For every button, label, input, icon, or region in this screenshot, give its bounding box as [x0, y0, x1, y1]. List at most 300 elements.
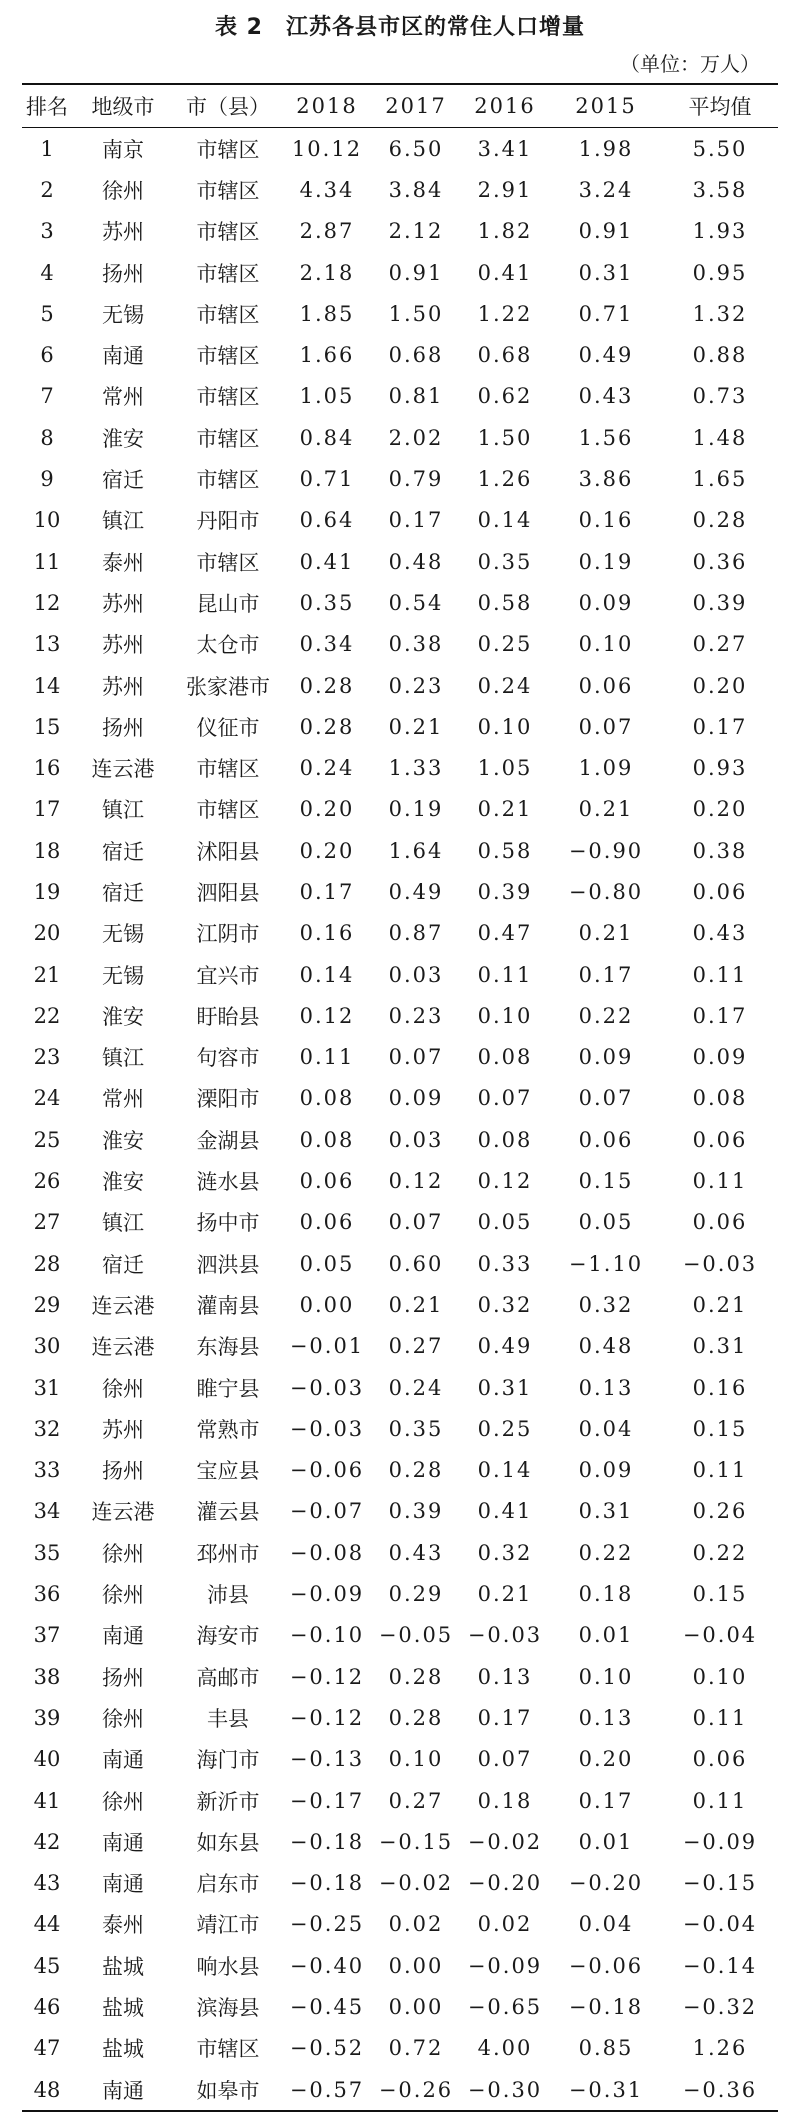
cell-prefecture: 南通	[102, 2078, 144, 2103]
cell-prefecture: 徐州	[102, 1583, 144, 1608]
cell-rank: 25	[33, 1127, 61, 1152]
cell-prefecture: 连云港	[91, 1500, 155, 1525]
cell-y2018: 0.06	[299, 1169, 355, 1194]
header-2016: 2016	[474, 94, 536, 118]
cell-y2017: 3.84	[388, 177, 444, 202]
cell-average: 3.58	[692, 177, 748, 202]
cell-y2017: 0.60	[388, 1251, 444, 1276]
cell-prefecture: 泰州	[102, 1913, 144, 1938]
cell-county: 沭阳县	[196, 839, 260, 864]
cell-rank: 37	[33, 1623, 61, 1648]
cell-prefecture: 无锡	[102, 963, 144, 988]
cell-rank: 36	[33, 1582, 61, 1607]
cell-y2017: 0.79	[388, 467, 444, 492]
cell-county: 市辖区	[196, 2037, 260, 2062]
cell-county: 宜兴市	[196, 963, 260, 988]
cell-y2016: 4.00	[477, 2036, 533, 2061]
cell-average: −0.09	[682, 1829, 758, 1854]
cell-county: 市辖区	[196, 798, 260, 823]
cell-y2017: 0.03	[388, 1127, 444, 1152]
table-row	[22, 293, 778, 334]
cell-average: 0.11	[692, 962, 748, 987]
population-table	[22, 83, 778, 2112]
table-row	[22, 1821, 778, 1862]
cell-county: 昆山市	[196, 591, 260, 616]
cell-y2016: 0.11	[477, 962, 533, 987]
table-row	[22, 334, 778, 375]
cell-y2015: 1.98	[578, 136, 634, 161]
cell-y2015: 1.09	[578, 756, 634, 781]
cell-county: 睢宁县	[196, 1376, 260, 1401]
cell-y2016: 1.22	[477, 301, 533, 326]
cell-y2018: 0.28	[299, 673, 355, 698]
cell-average: 0.31	[692, 1334, 748, 1359]
cell-county: 海门市	[196, 1748, 260, 1773]
table-row	[22, 954, 778, 995]
cell-y2015: 0.21	[578, 797, 634, 822]
table-row	[22, 541, 778, 582]
cell-rank: 46	[33, 1995, 61, 2019]
cell-y2018: 0.71	[299, 467, 355, 492]
cell-rank: 48	[33, 2077, 61, 2102]
cell-y2017: 0.07	[388, 1210, 444, 1235]
cell-county: 灌南县	[196, 1293, 260, 1318]
cell-y2018: 2.18	[299, 260, 355, 285]
cell-prefecture: 镇江	[102, 798, 144, 823]
cell-prefecture: 南通	[102, 1872, 144, 1897]
cell-y2016: 0.58	[477, 838, 533, 863]
cell-rank: 9	[40, 467, 54, 492]
cell-y2018: 0.84	[299, 425, 355, 450]
cell-y2017: 0.43	[388, 1540, 444, 1565]
table-row	[22, 252, 778, 293]
table-row	[22, 500, 778, 541]
table-row	[22, 376, 778, 417]
cell-y2017: 0.68	[388, 343, 444, 368]
cell-y2015: 0.16	[578, 508, 634, 533]
cell-y2018: −0.07	[289, 1499, 365, 1524]
cell-y2015: 0.43	[578, 384, 634, 409]
table-row	[22, 1904, 778, 1945]
cell-y2018: −0.12	[289, 1664, 365, 1689]
cell-y2016: 0.08	[477, 1127, 533, 1152]
cell-y2017: 0.21	[388, 714, 444, 739]
cell-county: 新沂市	[196, 1789, 260, 1814]
cell-average: 0.95	[692, 260, 748, 285]
cell-average: 0.16	[692, 1375, 748, 1400]
cell-rank: 6	[40, 343, 54, 368]
cell-y2017: 0.35	[388, 1416, 444, 1441]
cell-prefecture: 徐州	[102, 1789, 144, 1814]
cell-y2017: 0.17	[388, 508, 444, 533]
cell-y2015: 0.10	[578, 1664, 634, 1689]
cell-county: 市辖区	[196, 757, 260, 782]
cell-rank: 38	[33, 1664, 61, 1689]
cell-y2016: 0.32	[477, 1540, 533, 1565]
cell-y2015: 0.01	[578, 1623, 634, 1648]
cell-county: 响水县	[196, 1954, 260, 1979]
cell-rank: 5	[40, 301, 54, 326]
cell-county: 市辖区	[196, 178, 260, 203]
cell-y2017: 2.02	[388, 425, 444, 450]
cell-y2015: −0.18	[568, 1995, 644, 2019]
cell-county: 江阴市	[196, 922, 260, 947]
cell-y2015: −0.31	[568, 2077, 644, 2102]
cell-y2015: 0.85	[578, 2036, 634, 2061]
cell-y2017: 0.00	[388, 1995, 444, 2019]
cell-y2018: −0.09	[289, 1582, 365, 1607]
table-row	[22, 1202, 778, 1243]
cell-average: 1.93	[692, 219, 748, 244]
cell-y2016: −0.65	[467, 1995, 543, 2019]
cell-y2016: 0.17	[477, 1705, 533, 1730]
table-row	[22, 1615, 778, 1656]
cell-prefecture: 徐州	[102, 1376, 144, 1401]
cell-y2016: 0.58	[477, 590, 533, 615]
cell-y2017: 1.64	[388, 838, 444, 863]
cell-average: 0.27	[692, 632, 748, 657]
cell-y2017: 0.28	[388, 1705, 444, 1730]
cell-y2017: 0.24	[388, 1375, 444, 1400]
cell-y2017: 0.28	[388, 1664, 444, 1689]
cell-prefecture: 连云港	[91, 1335, 155, 1360]
cell-prefecture: 无锡	[102, 302, 144, 327]
cell-rank: 34	[33, 1499, 61, 1524]
cell-rank: 16	[33, 756, 61, 781]
cell-y2015: 0.48	[578, 1334, 634, 1359]
cell-y2017: 0.03	[388, 962, 444, 987]
cell-y2017: 0.27	[388, 1788, 444, 1813]
cell-y2016: 1.50	[477, 425, 533, 450]
table-row	[22, 706, 778, 747]
cell-y2017: 0.02	[388, 1912, 444, 1937]
cell-rank: 42	[33, 1829, 61, 1854]
cell-rank: 33	[33, 1458, 61, 1483]
cell-average: −0.14	[682, 1953, 758, 1978]
cell-y2018: 0.64	[299, 508, 355, 533]
cell-county: 启东市	[196, 1872, 260, 1897]
cell-y2017: 0.48	[388, 549, 444, 574]
cell-average: −0.15	[682, 1871, 758, 1896]
cell-county: 滨海县	[196, 1996, 260, 2020]
cell-y2015: 0.07	[578, 1086, 634, 1111]
cell-average: 0.17	[692, 714, 748, 739]
cell-y2017: 1.33	[388, 756, 444, 781]
cell-prefecture: 宿迁	[102, 468, 144, 493]
table-title: 表 2 江苏各县市区的常住人口增量	[215, 15, 585, 40]
cell-y2015: 0.09	[578, 1045, 634, 1070]
cell-rank: 13	[33, 632, 61, 657]
cell-average: 0.09	[692, 1045, 748, 1070]
table-row	[22, 2028, 778, 2069]
cell-prefecture: 盐城	[102, 2037, 144, 2062]
cell-y2015: 0.06	[578, 673, 634, 698]
cell-prefecture: 徐州	[102, 178, 144, 203]
cell-y2018: 0.12	[299, 1003, 355, 1028]
cell-y2018: 1.85	[299, 301, 355, 326]
cell-rank: 32	[33, 1416, 61, 1441]
cell-rank: 15	[33, 714, 61, 739]
table-row	[22, 913, 778, 954]
cell-rank: 12	[33, 590, 61, 615]
cell-rank: 19	[33, 879, 61, 904]
table-row	[22, 1986, 778, 2027]
cell-y2017: 6.50	[388, 136, 444, 161]
table-row	[22, 582, 778, 623]
cell-y2016: 2.91	[477, 177, 533, 202]
cell-average: −0.36	[682, 2077, 758, 2102]
cell-y2017: 0.39	[388, 1499, 444, 1524]
cell-rank: 28	[33, 1251, 61, 1276]
cell-county: 沛县	[207, 1583, 249, 1608]
cell-prefecture: 南通	[102, 1624, 144, 1649]
table-row	[22, 1326, 778, 1367]
cell-rank: 7	[40, 384, 54, 409]
cell-county: 宝应县	[196, 1459, 260, 1484]
cell-y2015: 0.31	[578, 1499, 634, 1524]
cell-y2018: −0.12	[289, 1705, 365, 1730]
cell-y2015: 3.86	[578, 467, 634, 492]
table-row	[22, 789, 778, 830]
cell-average: 0.38	[692, 838, 748, 863]
cell-y2016: 0.32	[477, 1292, 533, 1317]
cell-county: 市辖区	[196, 137, 260, 162]
cell-y2016: 0.49	[477, 1334, 533, 1359]
cell-average: 0.36	[692, 549, 748, 574]
table-row	[22, 1078, 778, 1119]
cell-county: 句容市	[196, 1046, 260, 1071]
cell-average: 0.11	[692, 1458, 748, 1483]
cell-y2018: 0.34	[299, 632, 355, 657]
cell-y2018: 0.20	[299, 838, 355, 863]
header-2018: 2018	[296, 94, 358, 118]
cell-y2015: −0.80	[568, 879, 644, 904]
cell-county: 东海县	[196, 1335, 260, 1360]
table-row	[22, 871, 778, 912]
cell-average: 0.20	[692, 673, 748, 698]
cell-y2018: 0.28	[299, 714, 355, 739]
cell-y2017: 0.87	[388, 921, 444, 946]
cell-y2016: 1.82	[477, 219, 533, 244]
cell-y2018: −0.18	[289, 1829, 365, 1854]
cell-y2016: 0.07	[477, 1747, 533, 1772]
unit-note: （单位：万人）	[620, 52, 760, 76]
header-row	[22, 85, 778, 127]
cell-y2017: −0.02	[378, 1871, 454, 1896]
cell-y2016: 0.12	[477, 1169, 533, 1194]
cell-average: 0.28	[692, 508, 748, 533]
cell-y2016: 0.39	[477, 879, 533, 904]
cell-average: 0.11	[692, 1788, 748, 1813]
cell-y2016: 0.08	[477, 1045, 533, 1070]
cell-average: 1.48	[692, 425, 748, 450]
header-2017: 2017	[385, 94, 447, 118]
cell-y2016: −0.30	[467, 2077, 543, 2102]
cell-rank: 47	[33, 2036, 61, 2061]
cell-y2016: 3.41	[477, 136, 533, 161]
table-row	[22, 1243, 778, 1284]
cell-y2016: 0.25	[477, 1416, 533, 1441]
cell-average: 0.39	[692, 590, 748, 615]
cell-y2017: 0.07	[388, 1045, 444, 1070]
cell-county: 涟水县	[196, 1170, 260, 1195]
cell-y2016: 0.62	[477, 384, 533, 409]
cell-y2016: 0.35	[477, 549, 533, 574]
header-2015: 2015	[575, 94, 637, 118]
table-row	[22, 169, 778, 210]
table-row	[22, 1160, 778, 1201]
cell-y2017: 0.91	[388, 260, 444, 285]
table-row	[22, 1656, 778, 1697]
cell-county: 仪征市	[196, 715, 260, 740]
cell-y2015: 0.17	[578, 1788, 634, 1813]
cell-y2017: 2.12	[388, 219, 444, 244]
cell-y2018: −0.03	[289, 1375, 365, 1400]
cell-prefecture: 盐城	[102, 1996, 144, 2020]
cell-rank: 31	[33, 1375, 61, 1400]
cell-prefecture: 南京	[102, 137, 144, 162]
table-row	[22, 1408, 778, 1449]
cell-average: 5.50	[692, 136, 748, 161]
header-average: 平均值	[688, 95, 752, 119]
cell-county: 泗阳县	[196, 880, 260, 905]
cell-y2018: −0.25	[289, 1912, 365, 1937]
cell-average: 1.65	[692, 467, 748, 492]
cell-y2018: 0.08	[299, 1086, 355, 1111]
cell-y2016: 0.10	[477, 714, 533, 739]
cell-rank: 26	[33, 1169, 61, 1194]
cell-rank: 27	[33, 1210, 61, 1235]
table-row	[22, 747, 778, 788]
cell-y2016: 0.33	[477, 1251, 533, 1276]
cell-y2016: 0.21	[477, 1582, 533, 1607]
cell-county: 金湖县	[196, 1128, 260, 1153]
cell-y2017: 0.49	[388, 879, 444, 904]
cell-y2018: −0.13	[289, 1747, 365, 1772]
cell-prefecture: 常州	[102, 385, 144, 410]
cell-prefecture: 徐州	[102, 1541, 144, 1566]
cell-average: 0.73	[692, 384, 748, 409]
cell-y2015: 0.21	[578, 921, 634, 946]
cell-prefecture: 苏州	[102, 1417, 144, 1442]
cell-county: 盱眙县	[196, 1004, 260, 1029]
cell-county: 丰县	[207, 1706, 249, 1731]
cell-prefecture: 扬州	[102, 261, 144, 286]
cell-y2018: 2.87	[299, 219, 355, 244]
cell-average: 0.21	[692, 1292, 748, 1317]
cell-y2016: 0.25	[477, 632, 533, 657]
table-row	[22, 458, 778, 499]
cell-county: 常熟市	[196, 1417, 260, 1442]
cell-rank: 14	[33, 673, 61, 698]
table-row	[22, 1739, 778, 1780]
cell-y2015: 0.32	[578, 1292, 634, 1317]
cell-y2018: 0.08	[299, 1127, 355, 1152]
cell-y2017: −0.15	[378, 1829, 454, 1854]
cell-y2017: 0.81	[388, 384, 444, 409]
cell-y2017: 0.23	[388, 673, 444, 698]
cell-y2017: −0.05	[378, 1623, 454, 1648]
cell-prefecture: 苏州	[102, 633, 144, 658]
cell-county: 泗洪县	[196, 1252, 260, 1277]
cell-y2018: 0.17	[299, 879, 355, 904]
cell-prefecture: 镇江	[102, 1046, 144, 1071]
cell-rank: 40	[33, 1747, 61, 1772]
cell-y2017: 0.54	[388, 590, 444, 615]
table-row	[22, 417, 778, 458]
cell-y2016: 0.10	[477, 1003, 533, 1028]
cell-prefecture: 徐州	[102, 1706, 144, 1731]
cell-prefecture: 宿迁	[102, 880, 144, 905]
cell-rank: 43	[33, 1871, 61, 1896]
cell-average: 0.93	[692, 756, 748, 781]
cell-county: 海安市	[196, 1624, 260, 1649]
table-row	[22, 1573, 778, 1614]
table-row	[22, 211, 778, 252]
cell-y2015: 0.07	[578, 714, 634, 739]
cell-rank: 8	[40, 425, 54, 450]
cell-prefecture: 连云港	[91, 1293, 155, 1318]
cell-y2017: 0.00	[388, 1953, 444, 1978]
cell-county: 市辖区	[196, 344, 260, 369]
cell-average: 0.26	[692, 1499, 748, 1524]
cell-y2018: 1.66	[299, 343, 355, 368]
cell-average: 0.20	[692, 797, 748, 822]
cell-y2018: −0.40	[289, 1953, 365, 1978]
cell-y2018: 0.14	[299, 962, 355, 987]
cell-y2017: 0.29	[388, 1582, 444, 1607]
cell-county: 市辖区	[196, 550, 260, 575]
cell-prefecture: 淮安	[102, 1170, 144, 1195]
cell-prefecture: 苏州	[102, 674, 144, 699]
cell-average: 0.08	[692, 1086, 748, 1111]
cell-rank: 39	[33, 1705, 61, 1730]
cell-prefecture: 连云港	[91, 757, 155, 782]
cell-rank: 4	[40, 260, 54, 285]
cell-prefecture: 淮安	[102, 426, 144, 451]
cell-county: 如东县	[196, 1830, 260, 1855]
cell-county: 太仓市	[196, 633, 260, 658]
cell-county: 市辖区	[196, 261, 260, 286]
cell-y2018: 0.05	[299, 1251, 355, 1276]
cell-rank: 30	[33, 1334, 61, 1359]
cell-y2015: 0.49	[578, 343, 634, 368]
cell-rank: 24	[33, 1086, 61, 1111]
cell-county: 邳州市	[196, 1541, 260, 1566]
cell-y2018: 10.12	[291, 136, 363, 161]
cell-y2017: −0.26	[378, 2077, 454, 2102]
cell-prefecture: 无锡	[102, 922, 144, 947]
bottom-rule	[22, 2110, 778, 2112]
cell-y2015: −0.90	[568, 838, 644, 863]
cell-y2016: 0.14	[477, 1458, 533, 1483]
cell-county: 市辖区	[196, 468, 260, 493]
cell-average: 0.06	[692, 1210, 748, 1235]
cell-y2016: −0.20	[467, 1871, 543, 1896]
cell-y2017: 0.09	[388, 1086, 444, 1111]
cell-y2015: 0.09	[578, 1458, 634, 1483]
cell-y2015: 0.10	[578, 632, 634, 657]
cell-rank: 44	[33, 1912, 61, 1937]
cell-average: 0.10	[692, 1664, 748, 1689]
table-row	[22, 1532, 778, 1573]
cell-y2016: −0.09	[467, 1953, 543, 1978]
cell-y2015: 0.22	[578, 1003, 634, 1028]
cell-rank: 20	[33, 921, 61, 946]
cell-y2016: 0.47	[477, 921, 533, 946]
table-row	[22, 1119, 778, 1160]
cell-y2018: 1.05	[299, 384, 355, 409]
